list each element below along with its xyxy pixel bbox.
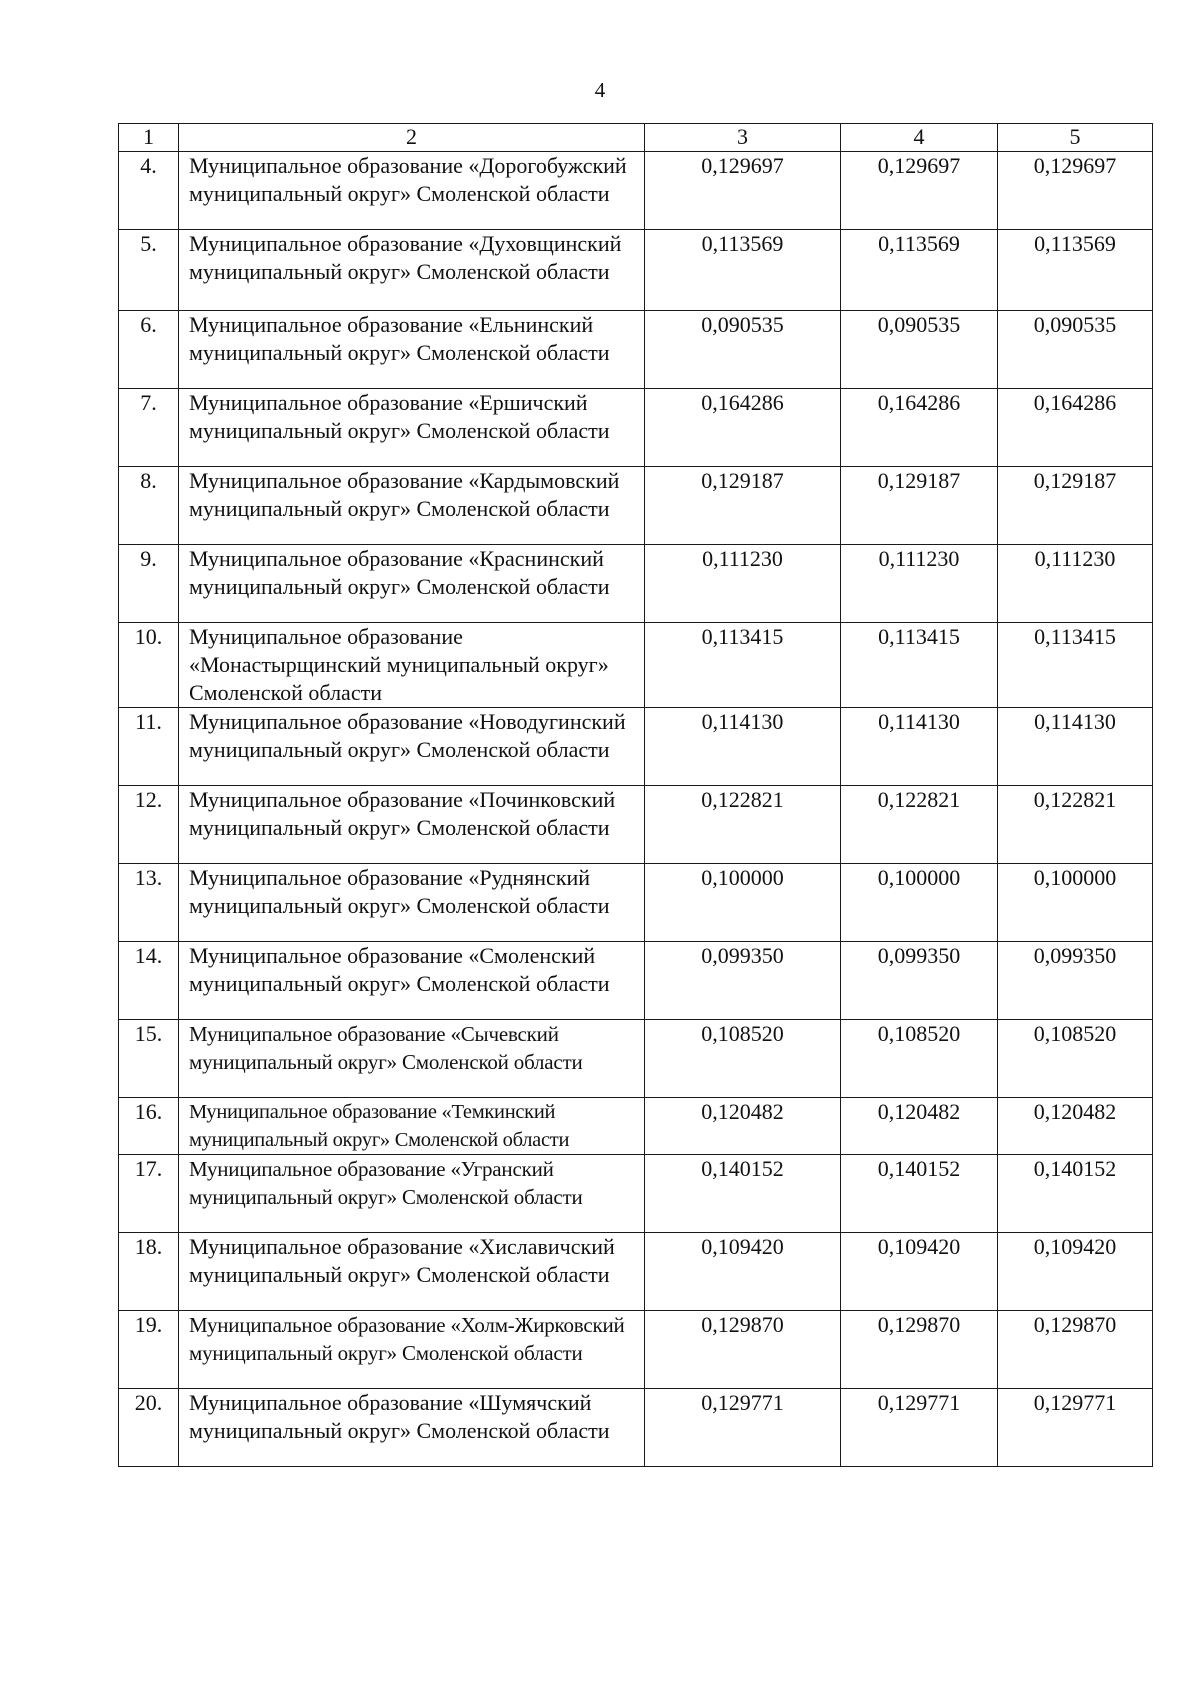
value-column-3: 0,111230 — [645, 545, 841, 623]
row-number: 5. — [119, 230, 179, 311]
value-column-3: 0,120482 — [645, 1098, 841, 1155]
municipality-name: Муниципальное образование «Ершичский муниципальный округ» Смоленской области — [179, 389, 645, 467]
row-number: 17. — [119, 1155, 179, 1233]
row-number: 19. — [119, 1311, 179, 1389]
table-row — [119, 152, 1153, 230]
value-column-5: 0,129697 — [998, 152, 1153, 230]
value-column-5: 0,114130 — [998, 708, 1153, 786]
value-column-5: 0,113415 — [998, 623, 1153, 708]
value-column-3: 0,129870 — [645, 1311, 841, 1389]
table-row — [119, 1020, 1153, 1098]
table-row — [119, 1311, 1153, 1389]
value-column-5: 0,129187 — [998, 467, 1153, 545]
value-column-3: 0,109420 — [645, 1233, 841, 1311]
table-row — [119, 1233, 1153, 1311]
value-column-4: 0,090535 — [841, 311, 998, 389]
value-column-4: 0,129187 — [841, 467, 998, 545]
value-column-5: 0,129870 — [998, 1311, 1153, 1389]
municipality-name: Муниципальное образование «Кардымовский муниципальный округ» Смоленской области — [179, 467, 645, 545]
value-column-4: 0,100000 — [841, 864, 998, 942]
header-cell-4: 4 — [841, 124, 998, 152]
municipality-name: Муниципальное образование «Смоленский муниципальный округ» Смоленской области — [179, 942, 645, 1020]
value-column-3: 0,129697 — [645, 152, 841, 230]
row-number: 13. — [119, 864, 179, 942]
value-column-5: 0,109420 — [998, 1233, 1153, 1311]
value-column-5: 0,113569 — [998, 230, 1153, 311]
value-column-5: 0,108520 — [998, 1020, 1153, 1098]
table-row — [119, 1098, 1153, 1155]
value-column-3: 0,113415 — [645, 623, 841, 708]
value-column-4: 0,114130 — [841, 708, 998, 786]
value-column-4: 0,111230 — [841, 545, 998, 623]
row-number: 8. — [119, 467, 179, 545]
municipality-name: Муниципальное образование «Краснинский муниципальный округ» Смоленской области — [179, 545, 645, 623]
table-row — [119, 230, 1153, 311]
table-row — [119, 1389, 1153, 1467]
value-column-5: 0,100000 — [998, 864, 1153, 942]
row-number: 10. — [119, 623, 179, 708]
value-column-5: 0,099350 — [998, 942, 1153, 1020]
row-number: 11. — [119, 708, 179, 786]
municipality-name: Муниципальное образование «Починковский муниципальный округ» Смоленской области — [179, 786, 645, 864]
value-column-4: 0,129771 — [841, 1389, 998, 1467]
value-column-3: 0,113569 — [645, 230, 841, 311]
coefficients-table — [118, 123, 1153, 1467]
value-column-3: 0,129187 — [645, 467, 841, 545]
value-column-3: 0,099350 — [645, 942, 841, 1020]
value-column-4: 0,120482 — [841, 1098, 998, 1155]
header-cell-1: 1 — [119, 124, 179, 152]
value-column-3: 0,140152 — [645, 1155, 841, 1233]
value-column-5: 0,122821 — [998, 786, 1153, 864]
value-column-4: 0,113415 — [841, 623, 998, 708]
value-column-5: 0,090535 — [998, 311, 1153, 389]
row-number: 14. — [119, 942, 179, 1020]
table-row — [119, 942, 1153, 1020]
row-number: 9. — [119, 545, 179, 623]
row-number: 7. — [119, 389, 179, 467]
table-row — [119, 467, 1153, 545]
table-row — [119, 545, 1153, 623]
value-column-3: 0,100000 — [645, 864, 841, 942]
row-number: 6. — [119, 311, 179, 389]
municipality-name: Муниципальное образование «Шумячский муниципальный округ» Смоленской области — [179, 1389, 645, 1467]
value-column-4: 0,140152 — [841, 1155, 998, 1233]
table-row — [119, 311, 1153, 389]
value-column-5: 0,140152 — [998, 1155, 1153, 1233]
table-row — [119, 623, 1153, 708]
table-header-row — [119, 124, 1153, 152]
value-column-4: 0,164286 — [841, 389, 998, 467]
table-row — [119, 786, 1153, 864]
header-cell-2: 2 — [179, 124, 645, 152]
row-number: 4. — [119, 152, 179, 230]
municipality-name: Муниципальное образование «Новодугинский муниципальный округ» Смоленской области — [179, 708, 645, 786]
header-cell-5: 5 — [998, 124, 1153, 152]
table-body — [119, 152, 1153, 1467]
value-column-5: 0,120482 — [998, 1098, 1153, 1155]
value-column-5: 0,111230 — [998, 545, 1153, 623]
municipality-name: Муниципальное образование «Сычевский муниципальный округ» Смоленской области — [179, 1020, 645, 1098]
row-number: 18. — [119, 1233, 179, 1311]
page-number: 4 — [594, 78, 606, 102]
municipality-name: Муниципальное образование «Хиславичский муниципальный округ» Смоленской области — [179, 1233, 645, 1311]
row-number: 16. — [119, 1098, 179, 1155]
value-column-4: 0,129697 — [841, 152, 998, 230]
municipality-name: Муниципальное образование «Холм-Жирковский муниципальный округ» Смоленской области — [179, 1311, 645, 1389]
table-row — [119, 708, 1153, 786]
value-column-3: 0,108520 — [645, 1020, 841, 1098]
value-column-3: 0,164286 — [645, 389, 841, 467]
table-row — [119, 864, 1153, 942]
value-column-4: 0,113569 — [841, 230, 998, 311]
table-row — [119, 389, 1153, 467]
value-column-5: 0,164286 — [998, 389, 1153, 467]
header-cell-3: 3 — [645, 124, 841, 152]
row-number: 15. — [119, 1020, 179, 1098]
municipality-name: Муниципальное образование «Ельнинский муниципальный округ» Смоленской области — [179, 311, 645, 389]
municipality-name: Муниципальное образование «Монастырщинский муниципальный округ» Смоленской области — [179, 623, 645, 708]
value-column-4: 0,109420 — [841, 1233, 998, 1311]
value-column-3: 0,090535 — [645, 311, 841, 389]
table-row — [119, 1155, 1153, 1233]
value-column-5: 0,129771 — [998, 1389, 1153, 1467]
value-column-3: 0,122821 — [645, 786, 841, 864]
municipality-name: Муниципальное образование «Угранский муниципальный округ» Смоленской области — [179, 1155, 645, 1233]
municipality-name: Муниципальное образование «Духовщинский муниципальный округ» Смоленской области — [179, 230, 645, 311]
value-column-3: 0,129771 — [645, 1389, 841, 1467]
value-column-4: 0,108520 — [841, 1020, 998, 1098]
row-number: 12. — [119, 786, 179, 864]
municipality-name: Муниципальное образование «Дорогобужский муниципальный округ» Смоленской области — [179, 152, 645, 230]
value-column-4: 0,122821 — [841, 786, 998, 864]
value-column-3: 0,114130 — [645, 708, 841, 786]
municipality-name: Муниципальное образование «Темкинский муниципальный округ» Смоленской области — [179, 1098, 645, 1155]
value-column-4: 0,129870 — [841, 1311, 998, 1389]
row-number: 20. — [119, 1389, 179, 1467]
municipality-name: Муниципальное образование «Руднянский муниципальный округ» Смоленской области — [179, 864, 645, 942]
value-column-4: 0,099350 — [841, 942, 998, 1020]
